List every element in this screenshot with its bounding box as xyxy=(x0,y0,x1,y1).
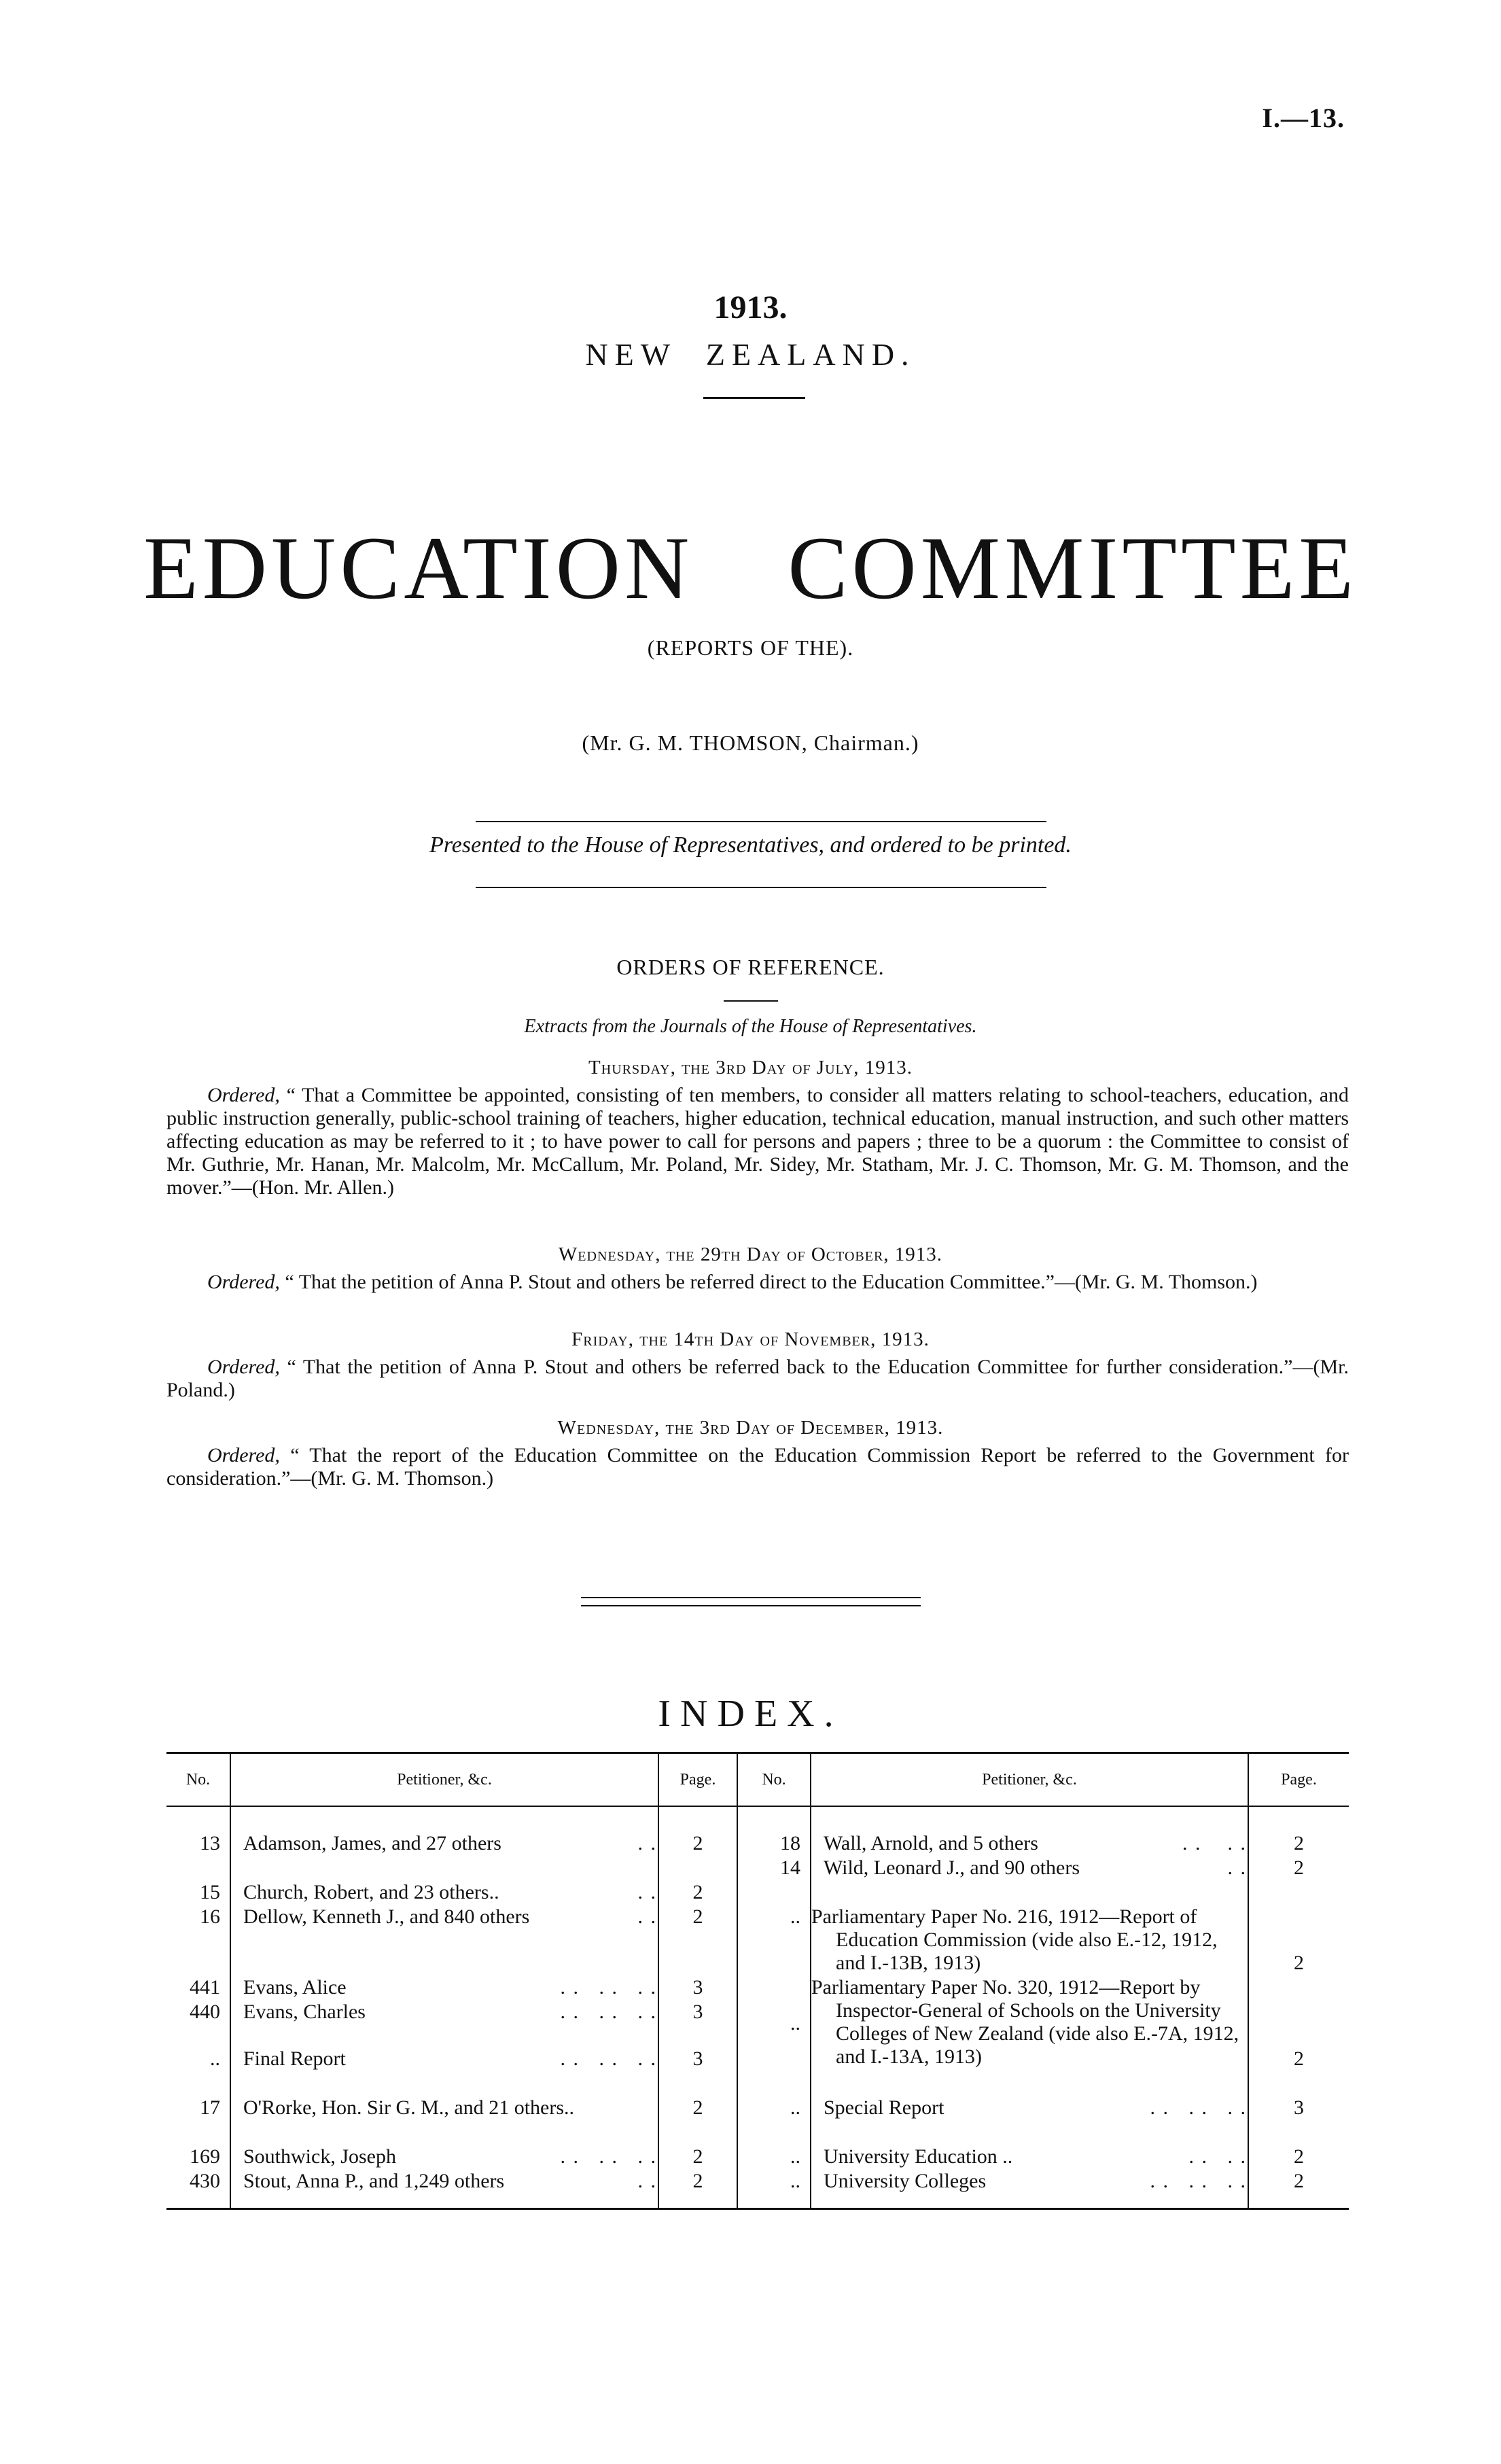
year-heading: 1913. xyxy=(713,289,788,325)
entry-number: 14 xyxy=(737,1856,811,1880)
order-paragraph xyxy=(166,1084,1349,1199)
order-text: “ That the report of the Education Committee on the Education Commission Report be referred to the Government for consideration.”—(Mr. G. M. Thomson.) xyxy=(166,1444,1349,1490)
column-header-page: Page. xyxy=(658,1753,737,1807)
entry-petitioner: O'Rorke, Hon. Sir G. M., and 21 others.. xyxy=(230,2096,658,2120)
entry-page: 2 xyxy=(1248,2169,1349,2209)
order-paragraph xyxy=(166,1271,1349,1294)
order-date: Wednesday, the 3rd Day of December, 1913. xyxy=(557,1417,944,1439)
entry-petitioner: Evans, Charles . . . . . . xyxy=(230,2000,658,2024)
entry-page xyxy=(1248,1880,1349,1905)
ordered-label: Ordered, xyxy=(207,1084,280,1106)
section-divider-top xyxy=(581,1597,921,1598)
entry-number: 15 xyxy=(166,1880,230,1905)
index-table xyxy=(166,1752,1349,2210)
entry-petitioner: Final Report . . . . . . xyxy=(230,2024,658,2071)
presented-rule-bottom xyxy=(476,887,1046,888)
entry-page: 2 xyxy=(658,1880,737,1905)
entry-petitioner: Parliamentary Paper No. 320, 1912—Report by Inspector-General of Schools on the University Colleges of New Zealand (vide also E.-7A, 1912, and I.-13A, 1913) xyxy=(811,1975,1248,2071)
order-date: Wednesday, the 29th Day of October, 1913. xyxy=(558,1244,943,1265)
order-paragraph xyxy=(166,1356,1349,1402)
entry-number: 16 xyxy=(166,1905,230,1975)
orders-heading-rule xyxy=(724,1000,778,1002)
section-divider-bottom xyxy=(581,1605,921,1606)
entry-petitioner: Wall, Arnold, and 5 others . . . . xyxy=(811,1831,1248,1856)
column-header-no: No. xyxy=(166,1753,230,1807)
order-paragraph xyxy=(166,1444,1349,1490)
entry-number: .. xyxy=(737,1905,811,1975)
entry-number xyxy=(166,1856,230,1880)
ordered-label: Ordered, xyxy=(207,1444,280,1466)
column-header-no: No. xyxy=(737,1753,811,1807)
entry-page xyxy=(658,1856,737,1880)
column-header-page: Page. xyxy=(1248,1753,1349,1807)
table-row xyxy=(166,2169,1349,2209)
table-row xyxy=(166,1905,1349,1975)
column-header-petitioner: Petitioner, &c. xyxy=(230,1753,658,1807)
entry-petitioner: Stout, Anna P., and 1,249 others . . xyxy=(230,2169,658,2209)
entry-page: 3 xyxy=(658,2000,737,2024)
document-title: EDUCATION COMMITTEE xyxy=(143,518,1358,618)
entry-petitioner: Adamson, James, and 27 others . . xyxy=(230,1831,658,1856)
order-text: “ That the petition of Anna P. Stout and others be referred direct to the Education Committee.”—(Mr. G. M. Thomson.) xyxy=(285,1271,1258,1293)
table-row xyxy=(166,1880,1349,1905)
entry-petitioner: Special Report . . . . . . xyxy=(811,2096,1248,2120)
table-row xyxy=(166,2145,1349,2169)
country-underline xyxy=(703,397,805,399)
entry-page: 2 xyxy=(1294,2145,1304,2168)
entry-number: .. xyxy=(737,1975,811,2071)
order-date: Thursday, the 3rd Day of July, 1913. xyxy=(588,1057,913,1078)
entry-number: 17 xyxy=(166,2096,230,2120)
presented-line: Presented to the House of Representatives, and ordered to be printed. xyxy=(429,832,1072,858)
extracts-line: Extracts from the Journals of the House of Representatives. xyxy=(524,1016,977,1037)
entry-petitioner xyxy=(811,1880,1248,1905)
entry-petitioner: Evans, Alice . . . . . . xyxy=(230,1975,658,2000)
entry-petitioner: Southwick, Joseph . . . . . . xyxy=(230,2145,658,2169)
country-heading: NEW ZEALAND. xyxy=(585,337,916,372)
index-heading: INDEX. xyxy=(658,1693,843,1735)
entry-number: .. xyxy=(166,2024,230,2071)
table-row xyxy=(166,2096,1349,2120)
entry-petitioner: University Education .. . . . . xyxy=(811,2145,1248,2169)
entry-petitioner: Wild, Leonard J., and 90 others . . xyxy=(811,1856,1248,1880)
entry-page: 2 xyxy=(1294,1832,1304,1854)
entry-number: .. xyxy=(737,2096,811,2120)
entry-page: 2 xyxy=(658,1831,737,1856)
order-text: “ That a Committee be appointed, consisting of ten members, to consider all matters relating to school-teachers, education, and public instruction generally, public-school training of teachers, higher education, technical education, manual instruction, and such other matters affecting education as may be referred to it ; to have power to call for persons and papers ; three to be a quorum : the Committee to consist of Mr. Guthrie, Mr. Hanan, Mr. Malcolm, Mr. McCallum, Mr. Poland, Mr. Sidey, Mr. Statham, Mr. J. C. Thomson, Mr. G. M. Thomson, and the mover.”—(Hon. Mr. Allen.) xyxy=(166,1084,1349,1199)
document-subtitle: (REPORTS OF THE). xyxy=(647,635,854,660)
entry-page: 2 xyxy=(1294,1856,1304,1879)
index-header-row xyxy=(166,1753,1349,1807)
entry-petitioner: Church, Robert, and 23 others.. . . xyxy=(230,1880,658,1905)
entry-number: 440 xyxy=(166,2000,230,2024)
entry-page: 3 xyxy=(658,1975,737,2000)
entry-page: 2 xyxy=(658,2096,737,2120)
entry-page: 2 xyxy=(1294,1952,1304,1974)
order-text: “ That the petition of Anna P. Stout and others be referred back to the Education Committee for further consideration.”—(Mr. Poland.) xyxy=(166,1356,1349,1401)
entry-page: 3 xyxy=(1294,2096,1304,2119)
table-row xyxy=(166,1856,1349,1880)
entry-number: 441 xyxy=(166,1975,230,2000)
entry-page: 2 xyxy=(658,2169,737,2209)
paper-number: I.—13. xyxy=(1262,103,1345,133)
chairman-line: (Mr. G. M. THOMSON, Chairman.) xyxy=(582,731,919,755)
table-row xyxy=(166,1975,1349,2000)
presented-rule-top xyxy=(476,821,1046,822)
entry-petitioner: University Colleges . . . . . . xyxy=(811,2169,1248,2209)
ordered-label: Ordered, xyxy=(207,1356,280,1378)
entry-number: 18 xyxy=(737,1831,811,1856)
table-row xyxy=(166,1831,1349,1856)
entry-page: 2 xyxy=(1294,2047,1304,2070)
entry-page: 2 xyxy=(658,1905,737,1975)
orders-of-reference-heading: ORDERS OF REFERENCE. xyxy=(616,955,885,979)
entry-number: 13 xyxy=(166,1831,230,1856)
entry-number: .. xyxy=(737,2169,811,2209)
entry-number xyxy=(737,1880,811,1905)
entry-number: 169 xyxy=(166,2145,230,2169)
entry-petitioner: Parliamentary Paper No. 216, 1912—Report of Education Commission (vide also E.-12, 1912, and I.-13B, 1913) xyxy=(811,1905,1248,1975)
entry-petitioner xyxy=(230,1856,658,1880)
order-date: Friday, the 14th Day of November, 1913. xyxy=(571,1328,930,1350)
entry-number: .. xyxy=(737,2145,811,2169)
entry-page: 2 xyxy=(658,2145,737,2169)
column-header-petitioner: Petitioner, &c. xyxy=(811,1753,1248,1807)
entry-number: 430 xyxy=(166,2169,230,2209)
entry-petitioner: Dellow, Kenneth J., and 840 others . . xyxy=(230,1905,658,1975)
entry-page: 3 xyxy=(658,2024,737,2071)
ordered-label: Ordered, xyxy=(207,1271,280,1293)
